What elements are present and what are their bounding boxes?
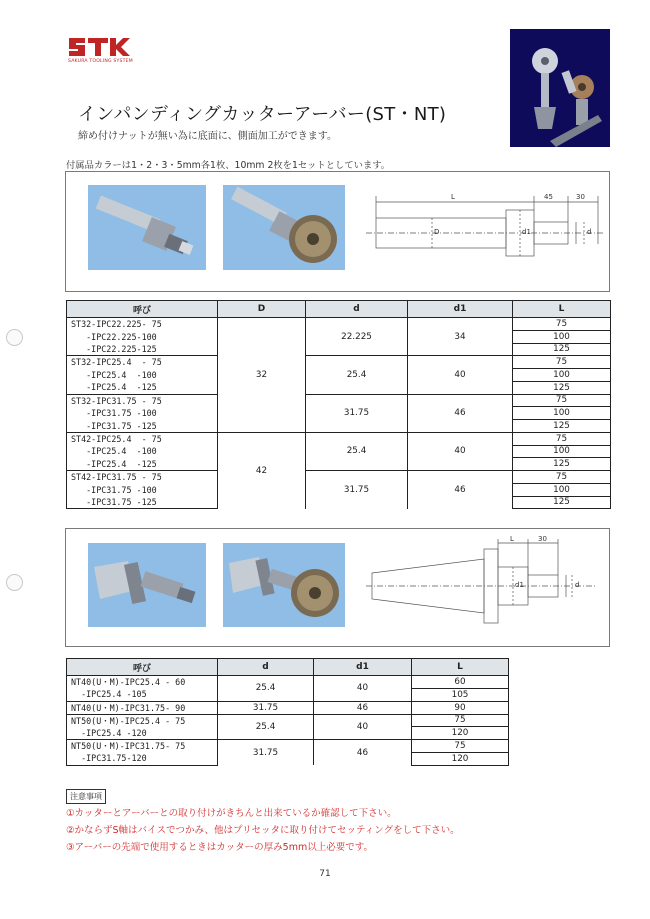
- nt-dim-L: L: [510, 535, 514, 543]
- value-L: 120: [412, 727, 509, 740]
- value-L: 105: [412, 688, 509, 701]
- model-name: NT40(U・M)-IPC25.4 - 60: [67, 676, 218, 689]
- value-d1: 34: [408, 318, 513, 356]
- table-row: [67, 432, 611, 445]
- st-figure-panel: [65, 171, 610, 292]
- value-d: 31.75: [306, 471, 408, 509]
- col-header-name: 呼び: [67, 301, 218, 318]
- table-row: [67, 676, 509, 689]
- company-name: SAKURA TOOLING SYSTEM: [68, 59, 133, 64]
- value-d1: 40: [408, 432, 513, 470]
- caution-item-2: ②かならずS軸はバイスでつかみ、他はプリセッタに取り付けてセッティングをして下さい。: [66, 825, 460, 836]
- value-d1: 40: [314, 676, 412, 702]
- value-d1: 46: [314, 701, 412, 714]
- model-name: -IPC31.75 -125: [67, 420, 218, 433]
- value-L: 60: [412, 676, 509, 689]
- model-name: ST32-IPC22.225- 75: [67, 318, 218, 331]
- value-L: 75: [412, 714, 509, 727]
- value-d1: 40: [408, 356, 513, 394]
- model-name: -IPC25.4 -125: [67, 381, 218, 394]
- model-name: -IPC31.75 -100: [67, 407, 218, 420]
- binder-hole-bottom: [6, 574, 23, 591]
- stk-logo-mark: [68, 34, 130, 58]
- binder-hole-top: [6, 329, 23, 346]
- st-table-header: [67, 301, 611, 318]
- value-d1: 40: [314, 714, 412, 740]
- caution-item-1: ①カッターとアーバーとの取り付けがきちんと出来ているか確認して下さい。: [66, 808, 397, 819]
- collar-note: 付属品カラーは1・2・3・5mm各1枚、10mm 2枚を1セットとしています。: [66, 160, 391, 171]
- value-L: 100: [513, 330, 611, 343]
- value-L: 125: [513, 458, 611, 471]
- model-name: -IPC25.4 -120: [67, 727, 218, 740]
- value-L: 90: [412, 701, 509, 714]
- value-L: 75: [513, 318, 611, 331]
- table-row: [67, 714, 509, 727]
- page-number: 71: [319, 869, 331, 879]
- value-L: 120: [412, 752, 509, 765]
- nt-dim-30: 30: [538, 535, 547, 543]
- nt-dim-d: d: [575, 581, 580, 589]
- model-name: -IPC22.225-100: [67, 330, 218, 343]
- value-d: 25.4: [218, 676, 314, 702]
- table-row: [67, 740, 509, 753]
- value-L: 100: [513, 483, 611, 496]
- model-name: -IPC25.4 -125: [67, 458, 218, 471]
- col-header-L: L: [513, 301, 611, 318]
- nt-table-header: [67, 659, 509, 676]
- nt-spec-table: [66, 658, 509, 766]
- col-header-d: d: [306, 301, 408, 318]
- value-d: 31.75: [306, 394, 408, 432]
- page-title: インパンディングカッターアーバー(ST・NT): [78, 104, 447, 125]
- st-dimension-drawing: [366, 188, 606, 283]
- table-row: [67, 356, 611, 369]
- value-L: 75: [412, 740, 509, 753]
- model-name: NT50(U・M)-IPC31.75- 75: [67, 740, 218, 753]
- model-name: NT50(U・M)-IPC25.4 - 75: [67, 714, 218, 727]
- value-L: 75: [513, 432, 611, 445]
- model-name: -IPC31.75-120: [67, 752, 218, 765]
- table-row: [67, 318, 611, 331]
- model-name: -IPC25.4 -100: [67, 445, 218, 458]
- value-L: 75: [513, 471, 611, 484]
- dim-D: D: [434, 228, 440, 236]
- model-name: ST42-IPC31.75 - 75: [67, 471, 218, 484]
- st-spec-table: [66, 300, 611, 509]
- table-row: [67, 701, 509, 714]
- value-d: 22.225: [306, 318, 408, 356]
- value-d1: 46: [408, 471, 513, 509]
- nt-figure-panel: [65, 528, 610, 647]
- col-header-d1: d1: [314, 659, 412, 676]
- value-L: 100: [513, 445, 611, 458]
- value-L: 125: [513, 420, 611, 433]
- dim-d: d: [587, 228, 592, 236]
- dim-45: 45: [544, 193, 553, 201]
- model-name: ST32-IPC31.75 - 75: [67, 394, 218, 407]
- col-header-name: 呼び: [67, 659, 218, 676]
- nt-dim-d1: d1: [515, 581, 524, 589]
- page-subtitle: 締め付けナットが無い為に底面に、側面加工ができます。: [78, 131, 337, 142]
- dim-L: L: [451, 193, 455, 201]
- value-d: 31.75: [218, 740, 314, 766]
- dim-d1: d1: [522, 228, 531, 236]
- st-arbor-photo: [88, 185, 206, 270]
- value-d: 25.4: [306, 356, 408, 394]
- table-row: [67, 471, 611, 484]
- caution-item-3: ③アーバーの先端で使用するときはカッターの厚み5mm以上必要です。: [66, 842, 373, 853]
- model-name: -IPC31.75 -125: [67, 496, 218, 509]
- model-name: -IPC25.4 -100: [67, 369, 218, 382]
- col-header-d: d: [218, 659, 314, 676]
- model-name: -IPC31.75 -100: [67, 483, 218, 496]
- value-L: 125: [513, 381, 611, 394]
- value-L: 100: [513, 369, 611, 382]
- company-logo: [68, 34, 132, 64]
- col-header-d1: d1: [408, 301, 513, 318]
- value-d1: 46: [314, 740, 412, 766]
- model-name: -IPC22.225-125: [67, 343, 218, 356]
- hero-product-photo: [510, 29, 610, 147]
- value-L: 125: [513, 343, 611, 356]
- value-d1: 46: [408, 394, 513, 432]
- dim-30: 30: [576, 193, 585, 201]
- value-L: 75: [513, 394, 611, 407]
- nt-arbor-photo: [88, 543, 206, 627]
- st-arbor-with-cutter-photo: [223, 185, 345, 270]
- value-d: 25.4: [218, 714, 314, 740]
- col-header-L: L: [412, 659, 509, 676]
- value-d: 31.75: [218, 701, 314, 714]
- value-d: 25.4: [306, 432, 408, 470]
- value-L: 100: [513, 407, 611, 420]
- value-L: 75: [513, 356, 611, 369]
- nt-arbor-with-cutter-photo: [223, 543, 345, 627]
- col-header-D: D: [218, 301, 306, 318]
- model-name: -IPC25.4 -105: [67, 688, 218, 701]
- table-row: [67, 394, 611, 407]
- nt-dimension-drawing: [366, 535, 606, 640]
- value-L: 125: [513, 496, 611, 509]
- model-name: ST42-IPC25.4 - 75: [67, 432, 218, 445]
- model-name: NT40(U・M)-IPC31.75- 90: [67, 701, 218, 714]
- model-name: ST32-IPC25.4 - 75: [67, 356, 218, 369]
- value-D: 32: [218, 318, 306, 433]
- caution-label: 注意事項: [66, 789, 106, 804]
- value-D: 42: [218, 432, 306, 509]
